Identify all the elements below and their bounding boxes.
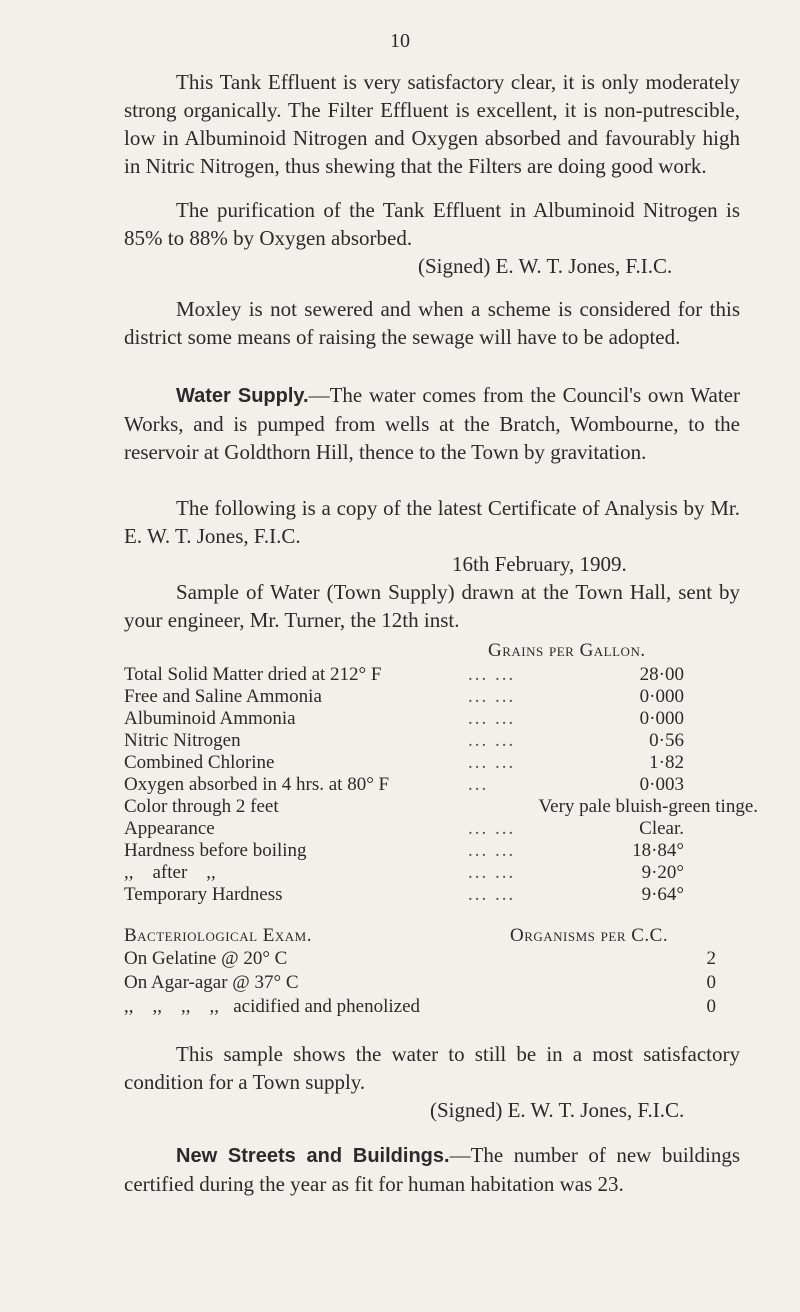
new-streets-heading: New Streets and Buildings.: [176, 1145, 450, 1167]
page-number: 10: [390, 30, 410, 52]
bacteriological-row: [124, 948, 744, 970]
leader-dots: ...: [468, 774, 489, 795]
signature-2: (Signed) E. W. T. Jones, F.I.C.: [430, 1098, 685, 1122]
analysis-label: Temporary Hardness: [124, 884, 283, 905]
analysis-row: [124, 708, 744, 730]
analysis-label: Oxygen absorbed in 4 hrs. at 80° F: [124, 774, 390, 795]
bacteriological-label: On Gelatine @ 20° C: [124, 948, 288, 969]
analysis-label: Free and Saline Ammonia: [124, 686, 322, 707]
bacteriological-heading: Bacteriological Exam.: [124, 925, 312, 946]
analysis-label: Color through 2 feet: [124, 796, 279, 817]
leader-dots: ... ...: [468, 862, 516, 883]
leader-dots: ... ...: [468, 686, 516, 707]
analysis-label: Nitric Nitrogen: [124, 730, 241, 751]
analysis-row: [124, 730, 744, 752]
analysis-value: 28·00: [639, 664, 684, 685]
paragraph-sample: Sample of Water (Town Supply) drawn at the Town Hall, sent by your engineer, Mr. Turner, the 12th inst.: [124, 580, 740, 632]
water-supply-heading: Water Supply.: [176, 385, 309, 407]
bacteriological-row: [124, 996, 744, 1018]
analysis-value: 0·003: [639, 774, 684, 795]
analysis-label: ,, after ,,: [124, 862, 216, 883]
paragraph-new-streets: [124, 1141, 740, 1198]
bacteriological-value: 2: [706, 948, 716, 969]
analysis-row: [124, 774, 744, 796]
bacteriological-value: 0: [706, 996, 716, 1017]
certificate-date: 16th February, 1909.: [452, 552, 627, 576]
analysis-label: Combined Chlorine: [124, 752, 275, 773]
analysis-value: 0·000: [639, 686, 684, 707]
analysis-row: [124, 862, 744, 884]
analysis-label: Hardness before boiling: [124, 840, 307, 861]
analysis-row: [124, 796, 758, 818]
paragraph-water-supply: [124, 381, 740, 466]
analysis-row: [124, 818, 744, 840]
analysis-value: 1·82: [649, 752, 684, 773]
analysis-row: [124, 664, 744, 686]
signature-1: (Signed) E. W. T. Jones, F.I.C.: [418, 254, 673, 278]
analysis-row: [124, 840, 744, 862]
analysis-value: Very pale bluish-green tinge.: [538, 796, 758, 817]
leader-dots: ... ...: [468, 664, 516, 685]
bacteriological-label: ,, ,, ,, ,, acidified and phenolized: [124, 996, 421, 1017]
leader-dots: ... ...: [468, 840, 516, 861]
analysis-row: [124, 884, 744, 906]
bacteriological-value: 0: [706, 972, 716, 993]
leader-dots: ... ...: [468, 752, 516, 773]
analysis-value: 0·56: [649, 730, 684, 751]
bacteriological-label: On Agar-agar @ 37° C: [124, 972, 299, 993]
leader-dots: ... ...: [468, 818, 516, 839]
leader-dots: ... ...: [468, 708, 516, 729]
paragraph-purification: The purification of the Tank Effluent in Albuminoid Nitrogen is 85% to 88% by Oxygen absorbed.: [124, 198, 740, 250]
analysis-row: [124, 686, 744, 708]
analysis-label: Total Solid Matter dried at 212° F: [124, 664, 382, 685]
paragraph-sample-condition: This sample shows the water to still be in a most satisfactory condition for a Town supply.: [124, 1042, 740, 1094]
analysis-label: Albuminoid Ammonia: [124, 708, 296, 729]
paragraph-certificate: The following is a copy of the latest Certificate of Analysis by Mr. E. W. T. Jones, F.I.C.: [124, 496, 740, 548]
analysis-value: 9·20°: [641, 862, 684, 883]
analysis-value: 18·84°: [632, 840, 684, 861]
leader-dots: ... ...: [468, 730, 516, 751]
new-streets-text: —The number of new buildings certified during the year as fit for human habitation was 23.: [124, 1143, 740, 1196]
analysis-value: 9·64°: [641, 884, 684, 905]
leader-dots: ... ...: [468, 884, 516, 905]
analysis-label: Appearance: [124, 818, 215, 839]
organisms-per-cc-header: Organisms per C.C.: [510, 925, 669, 946]
bacteriological-row: [124, 972, 744, 994]
analysis-row: [124, 752, 744, 774]
water-supply-text: —The water comes from the Council's own Water Works, and is pumped from wells at the Bratch, Wombourne, to the reservoir at Goldthorn Hill, thence to the Town by gravitation.: [124, 383, 740, 464]
analysis-value: 0·000: [639, 708, 684, 729]
paragraph-effluent: This Tank Effluent is very satisfactory clear, it is only moderately strong organically. The Filter Effluent is excellent, it is non-putrescible, low in Albuminoid Nitrogen and Oxygen absorbed and favourably high in Nitric Nitrogen, thus shewing that the Filters are doing good work.: [124, 70, 740, 178]
paragraph-moxley: Moxley is not sewered and when a scheme is considered for this district some means of raising the sewage will have to be adopted.: [124, 297, 740, 349]
analysis-value: Clear.: [639, 818, 684, 839]
grains-per-gallon-header: Grains per Gallon.: [488, 640, 646, 661]
